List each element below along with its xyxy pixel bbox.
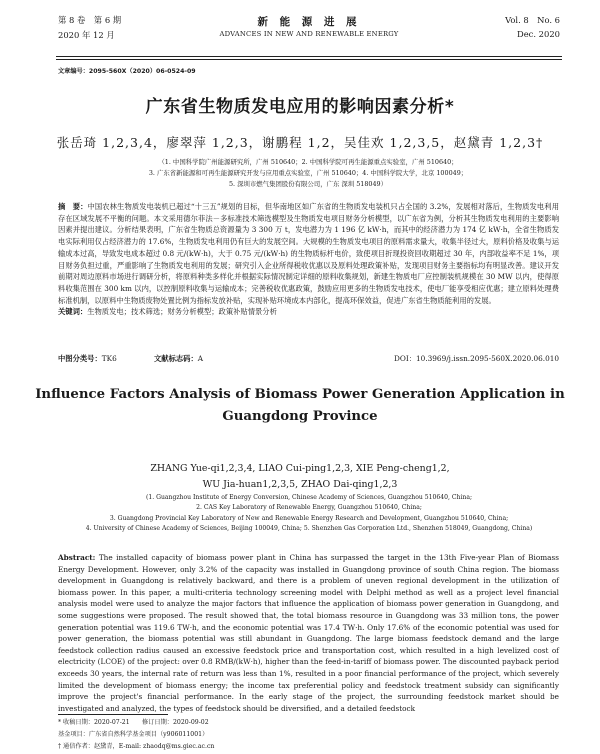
article-number: 文章编号：2095-560X（2020）06-0524-09	[58, 68, 196, 75]
footnote-corresponding: † 通信作者：赵黛青，E-mail: zhaodq@ms.giec.ac.cn	[58, 743, 215, 750]
affiliation-en-line: 2. CAS Key Laboratory of Renewable Energy, Guangzhou 510640, China;	[196, 504, 422, 512]
title-en: Influence Factors Analysis of Biomass Power Generation Application in Guangdong Province	[35, 387, 565, 424]
header-rule-bottom	[56, 59, 562, 60]
journal-name-en: ADVANCES IN NEW AND RENEWABLE ENERGY	[219, 30, 399, 38]
authors-en-line: ZHANG Yue-qi1,2,3,4, LIAO Cui-ping1,2,3, XIE Peng-cheng1,2,	[150, 463, 450, 474]
abstract-en-label: Abstract:	[58, 553, 96, 562]
title-cn: 广东省生物质发电应用的影响因素分析*	[145, 97, 455, 117]
authors-en	[0, 461, 600, 493]
doi: DOI：10.3969/j.issn.2095-560X.2020.06.010	[394, 354, 559, 363]
affiliation-en-line: 4. University of Chinese Academy of Sciences, Beijing 100049, China; 5. Shenzhen Gas Corporation Ltd., Shenzhen 518049, Guangdong, China)	[85, 524, 533, 532]
affiliations-en	[56, 493, 562, 534]
authors-en-line: WU Jia-huan1,2,3,5, ZHAO Dai-qing1,2,3	[202, 479, 398, 490]
running-header	[58, 14, 560, 54]
affiliation-cn-line: （1. 中国科学院广州能源研究所，广州 510640；2. 中国科学院可再生能源重点实验室，广州 510640；	[158, 158, 458, 166]
date-en: Dec. 2020	[517, 29, 560, 39]
abstract-cn-text: 中国农林生物质发电装机已超过“十三五”规划的目标，但华南地区如广东省的生物质发电装机只占全国的 3.2%，发展相对落后，生物质发电利用存在区域发展不平衡的问题。本文采用德尔菲法－多标准技术筛选模型及生物质发电项目财务分析模型，以广东省为例，分析其生物质发电利用的主要影响因素并提出建议。分析结果表明，广东省生物质总资源量为 3 300 万 t，发电潜力为 1 196 亿 kW·h，而其中的经济潜力为 174 亿 kW·h，全省生物质发电实际利用仅占经济潜力的 17.6%，生物质发电利用仍有巨大的发展空间。大规模的生物质发电项目的原料需求量大，收集半径过大，原料价格及收集与运输成本过高，导致发电成本超过 0.8 元/(kW·h)，大于 0.75 元/(kW·h) 的生物质标杆电价，致使项目折现投资回收期超过 30 年，内部收益率不足 1%，项目财务负担过重，严重影响了生物质发电利用的发展；研究引入企业所得税收优惠以及原料处理政策补贴，发现项目财务主要指标均有明显改善。建议开发前期对周边原料市场进行调研分析，将原料种类多样化并根据实际情况制定详细的原料收集规划，新建生物质电厂应控制装机规模在 30 MW 以内，使得原料收集范围在 300 km 以内，以控制原料收集与运输成本；完善税收优惠政策，鼓励应用更多的生物质发电技术，使电厂能享受相应优惠；建立原料处理费标准机制，以原料中生物质废物处置比例为指标发放补贴，实现补贴环境成本内部化，提高环保效益，促进广东省生物质能利用的发展。	[58, 202, 559, 305]
journal-name-cn: 新 能 源 进 展	[257, 16, 361, 28]
header-rule-top	[56, 56, 562, 57]
keywords-cn-text: 生物质发电；技术筛选；财务分析模型；政策补贴情景分析	[87, 307, 277, 317]
affiliation-cn-line: 5. 深圳市燃气集团股份有限公司，广东 深圳 518049）	[228, 180, 387, 188]
clc	[58, 354, 117, 364]
clc-label: 中图分类号：	[58, 354, 102, 363]
abstract-en-text: The installed capacity of biomass power plant in China has surpassed the target in the 13th Five-year Plan of Biomass Energy Development. However, only 3.2% of the capacity was installed in Guangdong province of south China region. The biomass development in Guangdong is relatively backward, and there is a problem of uneven regional development in the utilization of biomass power. In this paper, a multi-criteria technology screening model with Delphi method as well as a project level financial analysis model were used to analyze the major factors that influence the application of biomass power generation in Guangdong, and some suggestions were proposed. The result showed that, the total biomass resource in Guangdong was 33 million tons, the power generation potential was 119.6 TW·h, and the economic potential was 17.4 TW·h. Only 17.6% of the economic potential was used for power generation, the biomass potential was still abundant in Guangdong. The large biomass feedstock demand and the large feedstock collection radius caused an excessive feedstock price and transportation cost, which resulted in a high levelized cost of electricity (LCOE) of the project: over 0.8 RMB/(kW·h), higher than the feed-in-tariff of biomass power. The discounted payback period exceeds 30 years, the internal rate of return was less than 1%, resulted in a poor financial performance of the project, which severely limited the development of biomass energy; the income tax preferential policy and feedstock treatment subsidy can significantly improve the project's financial performance. In the early stage of the project, the surrounding feedstock market should be investigated and analyzed, the types of feedstock should be diversified, and a detailed feedstock	[58, 553, 559, 713]
keywords-cn-label: 关键词：	[58, 307, 88, 317]
abstract-cn-label: 摘 要：	[58, 202, 88, 211]
volume-issue-cn: 第 8 卷 第 6 期	[58, 15, 122, 25]
affiliation-cn-line: 3. 广东省新能源和可再生能源研究开发与应用重点实验室，广州 510640；4. 中国科学院大学，北京 100049；	[148, 169, 468, 177]
affiliation-en-line: 3. Guangdong Provincial Key Laboratory of New and Renewable Energy Research and Development, Guangzhou 510640, China;	[109, 514, 509, 522]
volume-issue-en: Vol. 8 No. 6	[505, 15, 560, 25]
footnote-funding: 基金项目：广东省自然科学基金项目（y906011001）	[58, 731, 209, 738]
abstract-cn	[58, 201, 559, 318]
clc-value: TK6	[101, 354, 117, 363]
doc-code-label: 文献标志码：	[154, 354, 198, 363]
affiliation-en-line: (1. Guangzhou Institute of Energy Conversion, Chinese Academy of Sciences, Guangzhou 510640, China;	[145, 494, 473, 501]
footnote-divider	[58, 714, 168, 715]
authors-cn: 张岳琦 1,2,3,4，廖翠萍 1,2,3，谢鹏程 1,2，吴佳欢 1,2,3,5，赵黛青 1,2,3†	[56, 135, 544, 150]
footnote-received: * 收稿日期：2020-07-21 修订日期：2020-09-02	[58, 719, 209, 726]
doc-code	[154, 354, 203, 364]
doc-code-value: A	[197, 354, 204, 363]
abstract-en	[58, 552, 559, 714]
date-cn: 2020 年 12 月	[58, 30, 115, 40]
